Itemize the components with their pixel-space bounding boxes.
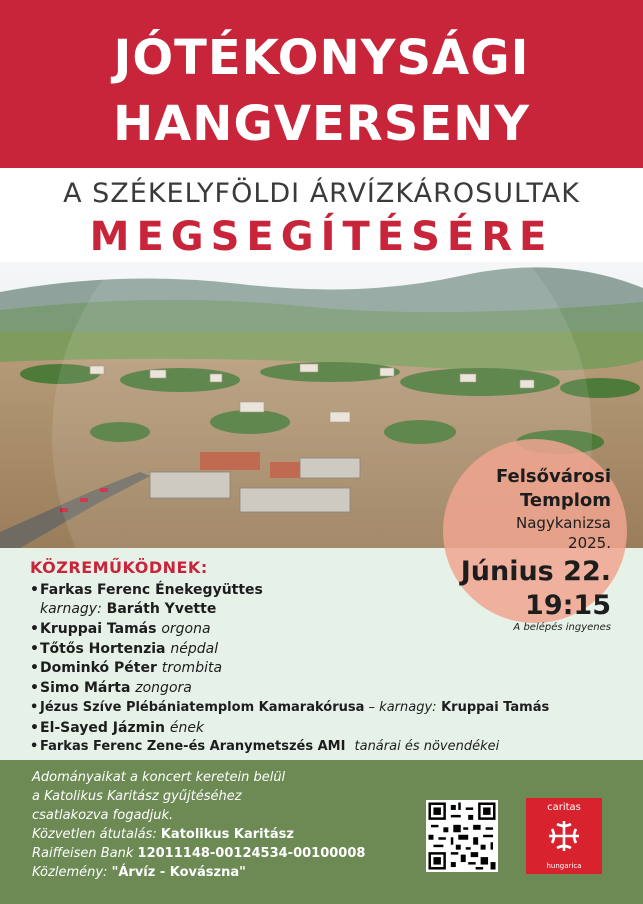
performer-role: karnagy:	[379, 700, 437, 715]
subtitle-line-2: MEGSEGÍTÉSÉRE	[89, 214, 554, 260]
donation-line-3: csatlakozva fogadjuk.	[32, 808, 174, 823]
performer-name: Kruppai Tamás	[441, 700, 550, 715]
performer-role: karnagy:	[40, 601, 102, 617]
event-time: 19:15	[525, 590, 611, 621]
bullet: •	[30, 641, 39, 657]
bank-label: Raiffeisen Bank	[32, 846, 134, 861]
entry-note: A belépés ingyenes	[513, 622, 611, 633]
performer-item	[30, 582, 263, 598]
bullet: •	[30, 582, 39, 598]
performer-item	[30, 700, 549, 715]
performer-role: orgona	[161, 621, 211, 637]
performer-role: trombita	[161, 660, 223, 676]
transfer-label: Közvetlen átutalás:	[32, 827, 157, 842]
performer-name: Farkas Ferenc Zene-és Aranymetszés AMI	[40, 739, 346, 754]
logo-sub: hungarica	[546, 862, 582, 870]
bullet: •	[30, 700, 39, 715]
donation-line-6	[32, 865, 246, 880]
performer-name: El-Sayed Jázmin	[40, 720, 165, 736]
bullet: •	[30, 680, 39, 696]
performer-name: Tőtős Hortenzia	[40, 641, 166, 657]
donation-line-5	[32, 846, 365, 861]
performer-name: Simo Márta	[40, 680, 131, 696]
performer-item	[30, 601, 216, 617]
event-date: Június 22.	[460, 556, 611, 587]
caritas-cross-icon	[546, 818, 582, 854]
title-line-1: JÓTÉKONYSÁGI	[113, 30, 530, 86]
performer-role: ének	[169, 720, 205, 736]
performer-item	[30, 621, 211, 637]
venue-city: Nagykanizsa	[516, 514, 611, 532]
transfer-value: Katolikus Karitász	[160, 827, 294, 842]
logo-word: caritas	[547, 802, 581, 813]
donation-line-2: a Katolikus Karitász gyűjtéséhez	[32, 789, 242, 804]
bullet: •	[30, 739, 39, 754]
bullet: •	[30, 621, 39, 637]
bullet: •	[30, 720, 39, 736]
subtitle-line-1: A SZÉKELYFÖLDI ÁRVÍZKÁROSULTAK	[63, 178, 580, 209]
performer-item	[30, 739, 499, 754]
performer-role: zongora	[135, 680, 192, 696]
reference-value: "Árvíz - Kovászna"	[111, 865, 246, 880]
title-line-2: HANGVERSENY	[112, 96, 531, 152]
qr-code-icon[interactable]	[426, 800, 498, 872]
bullet: •	[30, 660, 39, 676]
performer-item	[30, 641, 218, 657]
performer-name: Farkas Ferenc Énekegyüttes	[40, 582, 263, 598]
dash: –	[364, 700, 380, 715]
performer-name: Baráth Yvette	[106, 601, 217, 617]
event-year: 2025.	[568, 534, 611, 552]
performer-role: népdal	[170, 641, 219, 657]
performer-name: Kruppai Tamás	[40, 621, 157, 637]
reference-label: Közlemény:	[32, 865, 108, 880]
performer-item	[30, 720, 204, 736]
performer-item	[30, 660, 222, 676]
bank-account: 12011148-00124534-00100008	[137, 846, 366, 861]
performer-name: Jézus Szíve Plébániatemplom Kamarakórusa	[40, 700, 365, 715]
venue-name-line-1: Felsővárosi	[495, 466, 611, 487]
performer-item	[30, 680, 192, 696]
performers-heading: KÖZREMŰKÖDNEK:	[30, 558, 208, 577]
donation-line-4	[32, 827, 294, 842]
performer-name: Dominkó Péter	[40, 660, 157, 676]
donation-line-1: Adományaikat a koncert keretein belül	[32, 770, 286, 785]
venue-name-line-2: Templom	[519, 490, 611, 511]
caritas-logo	[526, 798, 602, 874]
performer-role: tanárai és növendékei	[354, 739, 500, 754]
